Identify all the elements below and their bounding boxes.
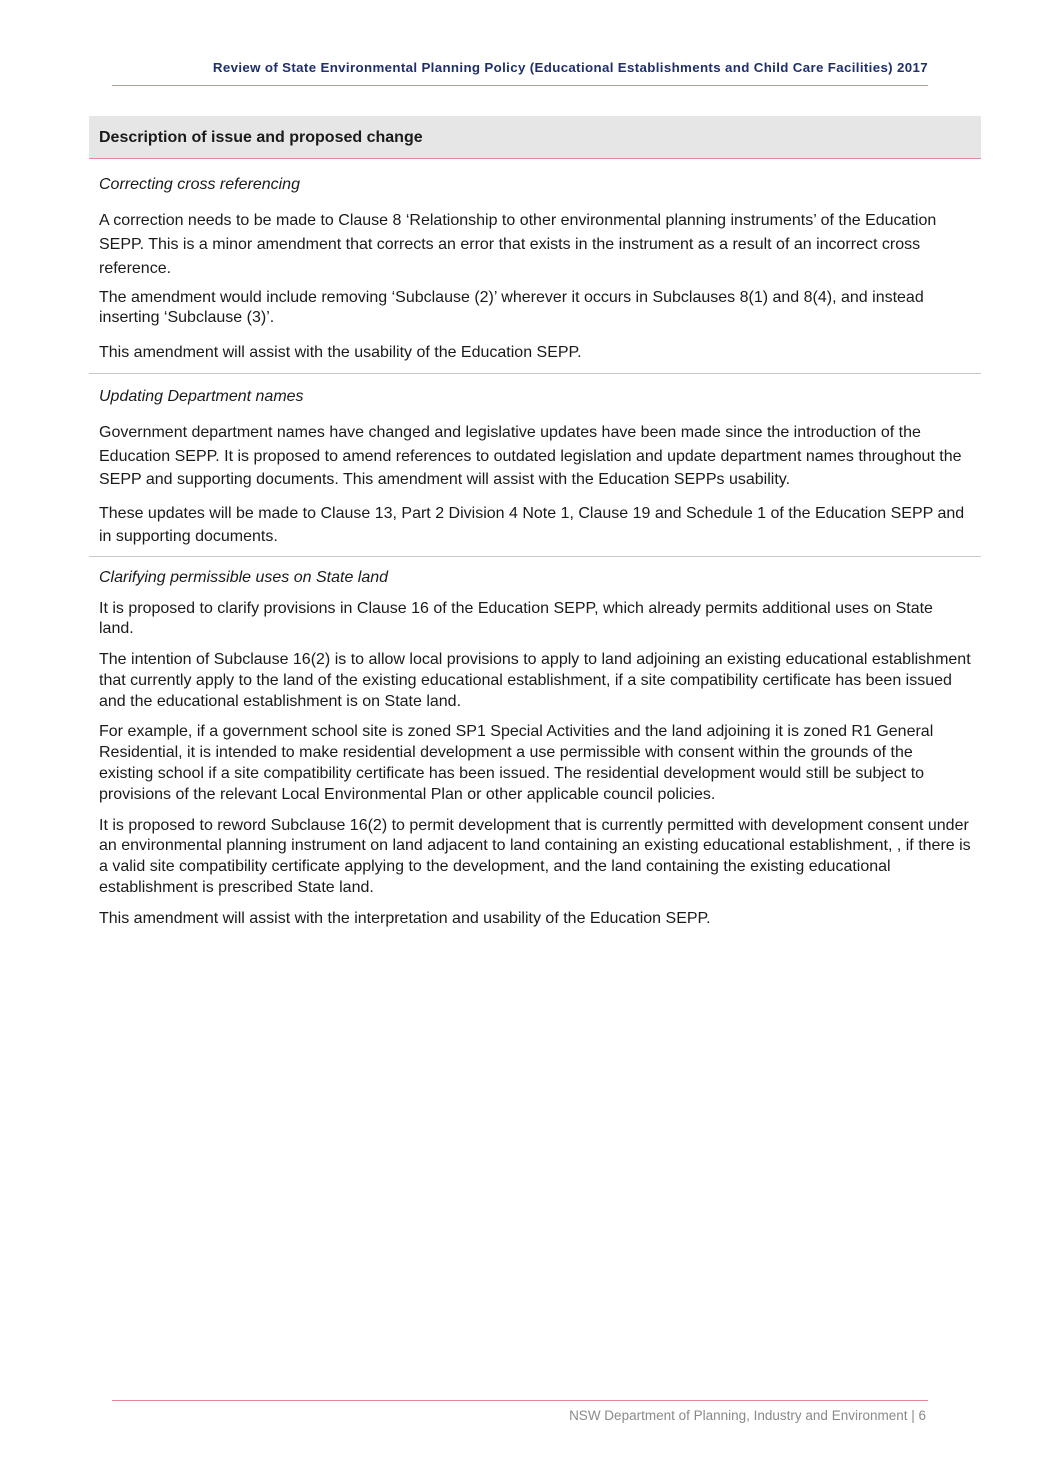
section-title: Correcting cross referencing — [99, 176, 300, 193]
paragraph: It is proposed to reword Subclause 16(2) to permit development that is currently permitted with development consent under an environmental planning instrument on land adjacent to land containing an existing educational establishment, , if there is a valid site compatibility certificate applying to the development, and the land containing the existing educational establishment is prescribed State land. — [99, 816, 971, 897]
paragraph: For example, if a government school site is zoned SP1 Special Activities and the land adjoining it is zoned R1 General Residential, it is intended to make residential development a use permissible with consent within the grounds of the existing school if a site compatibility certificate has been issued. The residential development would still be subject to provisions of the relevant Local Environmental Plan or other applicable council policies. — [99, 723, 934, 803]
running-header-title: Review of State Environmental Planning Policy (Educational Establishments and Child Care Facilities) 2017 — [212, 60, 928, 75]
footer-page-label: NSW Department of Planning, Industry and Environment | 6 — [569, 1408, 926, 1423]
footer-divider — [112, 1400, 928, 1401]
paragraph: A correction needs to be made to Clause 8 ‘Relationship to other environmental planning instruments’ of the Education SEPP. This is a minor amendment that corrects an error that exists in the instrument as a result of an incorrect cross reference. — [99, 212, 937, 277]
section-title: Clarifying permissible uses on State land — [99, 568, 389, 586]
paragraph: The intention of Subclause 16(2) is to allow local provisions to apply to land adjoining an existing educational establishment that currently apply to the land of the existing educational establishment, if a site compatibility certificate has been issued and the educational establishment is on State land. — [99, 651, 971, 710]
section-department-names — [89, 373, 981, 556]
paragraph: This amendment will assist with the interpretation and usability of the Education SEPP. — [99, 909, 711, 927]
paragraph: It is proposed to clarify provisions in Clause 16 of the Education SEPP, which already permits additional uses on State land. — [99, 599, 933, 638]
issue-table — [89, 116, 981, 940]
paragraph: Government department names have changed and legislative updates have been made since the introduction of the Education SEPP. It is proposed to amend references to outdated legislation and update department names throughout the SEPP and supporting documents. This amendment will assist with the Education SEPPs usability. — [99, 424, 962, 488]
paragraph: This amendment will assist with the usability of the Education SEPP. — [99, 344, 582, 361]
table-heading: Description of issue and proposed change — [89, 116, 981, 159]
paragraph: The amendment would include removing ‘Subclause (2)’ wherever it occurs in Subclauses 8(1) and 8(4), and instead inserting ‘Subclause (3)’. — [99, 289, 924, 326]
section-state-land — [89, 556, 981, 930]
section-cross-referencing — [89, 159, 981, 373]
paragraph: These updates will be made to Clause 13, Part 2 Division 4 Note 1, Clause 19 and Schedule 1 of the Education SEPP and in supporting documents. — [99, 504, 965, 545]
section-title: Updating Department names — [99, 388, 304, 405]
header-divider — [112, 85, 928, 86]
